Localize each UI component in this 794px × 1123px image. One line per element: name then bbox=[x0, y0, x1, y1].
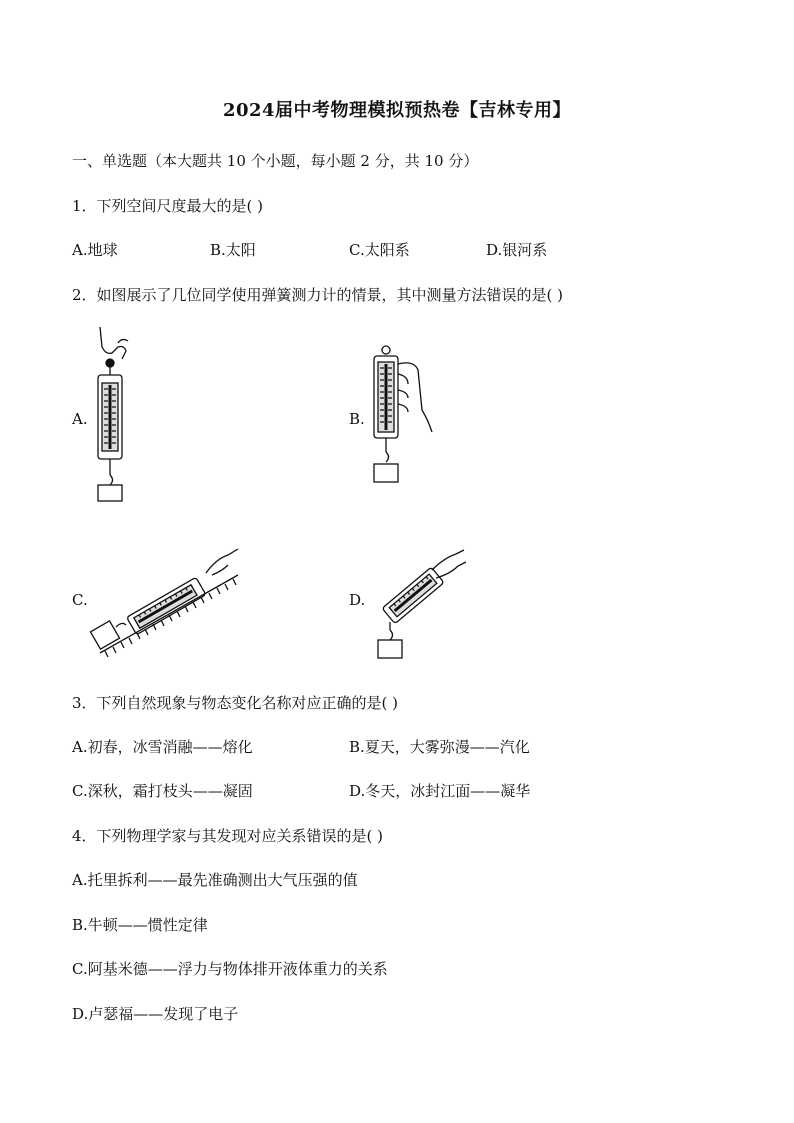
q3-option-a[interactable]: A.初春，冰雪消融——熔化 bbox=[72, 738, 253, 756]
q2-option-a-label[interactable]: A. bbox=[72, 410, 88, 428]
q2-option-d-label[interactable]: D. bbox=[349, 591, 366, 609]
spring-scale-figure-b[interactable] bbox=[362, 340, 442, 490]
spring-scale-figure-d[interactable] bbox=[370, 548, 470, 660]
question-3-stem: 3．下列自然现象与物态变化名称对应正确的是( ) bbox=[72, 694, 399, 712]
question-2-stem: 2．如图展示了几位同学使用弹簧测力计的情景，其中测量方法错误的是( ) bbox=[72, 286, 564, 304]
q1-option-a[interactable]: A.地球 bbox=[72, 241, 118, 259]
spring-scale-figure-a[interactable] bbox=[88, 325, 148, 505]
q1-option-b[interactable]: B.太阳 bbox=[210, 241, 256, 259]
q1-option-d[interactable]: D.银河系 bbox=[486, 241, 548, 259]
question-1-stem: 1．下列空间尺度最大的是( ) bbox=[72, 197, 264, 215]
q4-option-c[interactable]: C.阿基米德——浮力与物体排开液体重力的关系 bbox=[72, 960, 388, 978]
q4-option-d[interactable]: D.卢瑟福——发现了电子 bbox=[72, 1005, 239, 1023]
exam-title: 2024届中考物理模拟预热卷【吉林专用】 bbox=[222, 100, 572, 121]
section-heading: 一、单选题（本大题共 10 个小题，每小题 2 分，共 10 分） bbox=[72, 152, 479, 170]
q3-option-d[interactable]: D.冬天，冰封江面——凝华 bbox=[349, 782, 531, 800]
spring-scale-figure-c[interactable] bbox=[88, 545, 248, 660]
q4-option-a[interactable]: A.托里拆利——最先准确测出大气压强的值 bbox=[72, 871, 358, 889]
q2-option-b-label[interactable]: B. bbox=[349, 410, 365, 428]
q4-option-b[interactable]: B.牛顿——惯性定律 bbox=[72, 916, 208, 934]
question-4-stem: 4．下列物理学家与其发现对应关系错误的是( ) bbox=[72, 827, 384, 845]
q1-option-c[interactable]: C.太阳系 bbox=[349, 241, 410, 259]
q3-option-c[interactable]: C.深秋，霜打枝头——凝固 bbox=[72, 782, 253, 800]
q3-option-b[interactable]: B.夏天，大雾弥漫——汽化 bbox=[349, 738, 530, 756]
q2-option-c-label[interactable]: C. bbox=[72, 591, 88, 609]
